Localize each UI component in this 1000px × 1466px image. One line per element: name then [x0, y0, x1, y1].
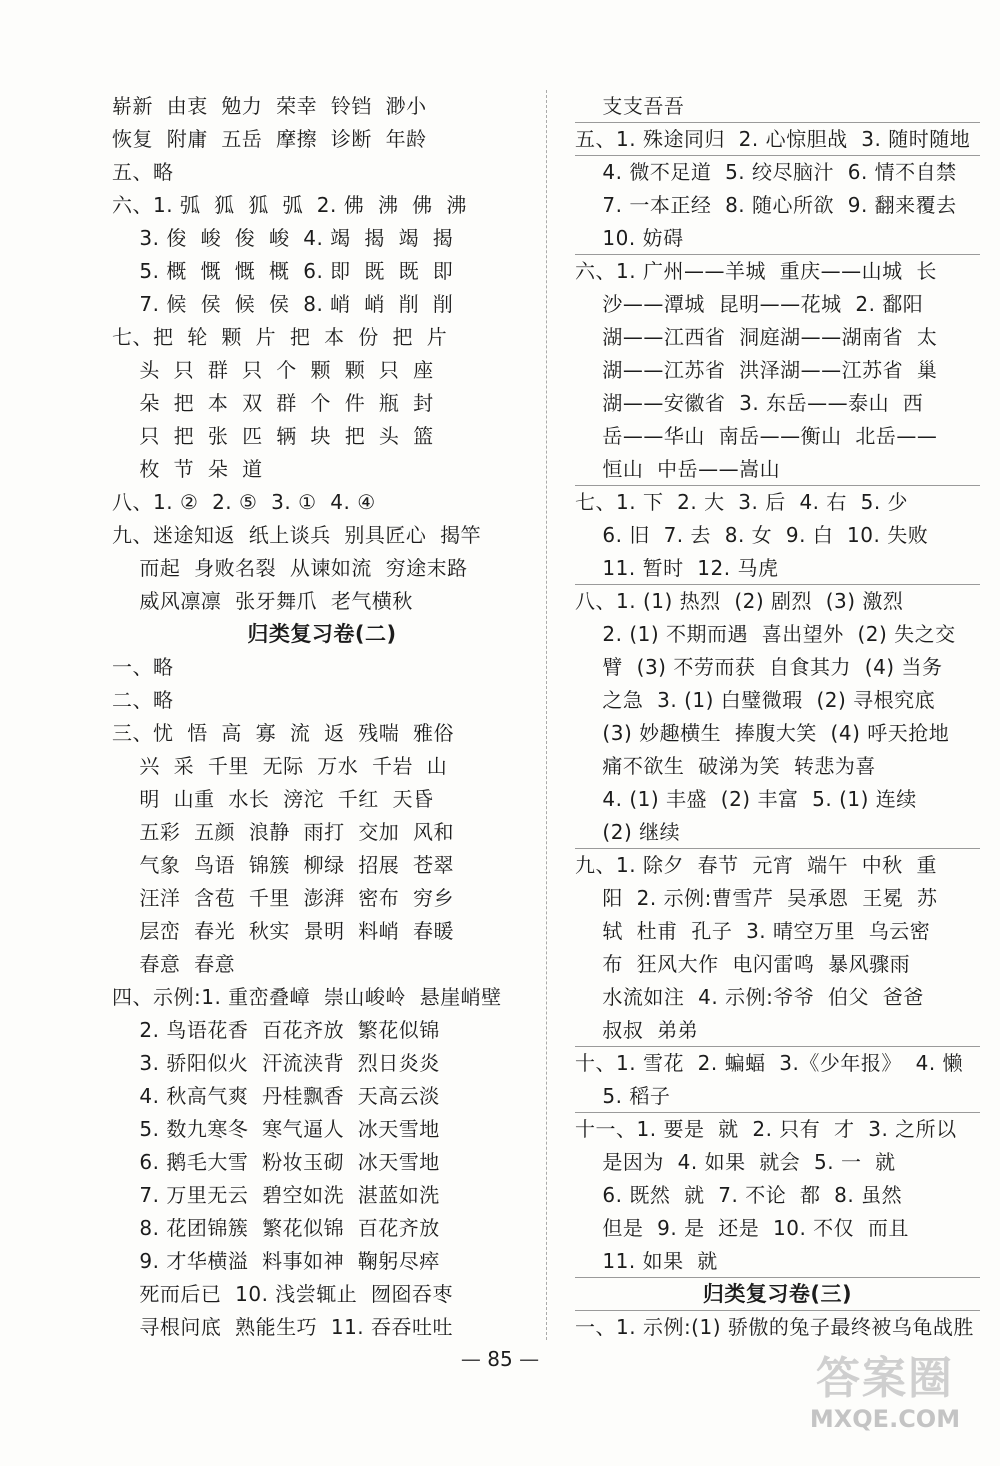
answer-line: 之急 3. (1) 白璧微瑕 (2) 寻根究底: [575, 688, 936, 712]
answer-line: 八、1. (1) 热烈 (2) 剧烈 (3) 激烈: [575, 589, 904, 613]
answer-line: 五、1. 殊途同归 2. 心惊胆战 3. 随时随地: [575, 123, 980, 156]
answer-line: 岳——华山 南岳——衡山 北岳——: [575, 424, 938, 448]
answer-line: 十一、1. 要是 就 2. 只有 才 3. 之所以: [575, 1117, 957, 1141]
answer-line: 死而后已 10. 浅尝辄止 囫囵吞枣: [112, 1282, 454, 1306]
watermark-text: 答案圈: [816, 1353, 954, 1404]
answer-line: 一、略: [112, 655, 174, 679]
answer-line: 3. 骄阳似火 汗流浃背 烈日炎炎: [112, 1051, 440, 1075]
answer-line: 兴 采 千里 无际 万水 千岩 山: [112, 754, 448, 778]
answer-line: 六、1. 弧 狐 狐 弧 2. 佛 沸 佛 沸: [112, 193, 467, 217]
answer-line: 湖——江西省 洞庭湖——湖南省 太: [575, 325, 938, 349]
answer-line: 9. 才华横溢 料事如神 鞠躬尽瘁: [112, 1249, 440, 1273]
answer-line: 一、1. 示例:(1) 骄傲的兔子最终被乌龟战胜: [575, 1315, 974, 1339]
answer-line: 6. 既然 就 7. 不论 都 8. 虽然: [575, 1183, 903, 1207]
answer-line: 布 狂风大作 电闪雷鸣 暴风骤雨: [575, 952, 911, 976]
answer-line: 朵 把 本 双 群 个 件 瓶 封: [112, 391, 434, 415]
answer-line: 八、1. ② 2. ⑤ 3. ① 4. ④: [112, 490, 376, 514]
answer-line: 6. 旧 7. 去 8. 女 9. 白 10. 失败: [575, 523, 929, 547]
answer-line: 恒山 中岳——嵩山: [575, 453, 980, 486]
answer-line: 5. 概 慨 慨 概 6. 即 既 既 即: [112, 259, 454, 283]
left-column: [112, 90, 532, 1344]
answer-line: 湖——江苏省 洪泽湖——江苏省 巢: [575, 358, 938, 382]
answer-line: 支支吾吾: [575, 90, 980, 123]
watermark-url: MXQE.COM: [809, 1405, 961, 1433]
answer-line: 五彩 五颜 浪静 雨打 交加 风和: [112, 820, 455, 844]
answer-line: 4. 秋高气爽 丹桂飘香 天高云淡: [112, 1084, 440, 1108]
answer-line: 只 把 张 匹 辆 块 把 头 篮: [112, 424, 434, 448]
answer-line: 10. 妨碍: [575, 222, 980, 255]
answer-line: 湖——安徽省 3. 东岳——泰山 西: [575, 391, 924, 415]
answer-line: 七、1. 下 2. 大 3. 后 4. 右 5. 少: [575, 490, 909, 514]
answer-line: (2) 继续: [575, 816, 980, 849]
answer-line: 4. 微不足道 5. 绞尽脑汁 6. 情不自禁: [575, 160, 957, 184]
right-column: [575, 90, 980, 1344]
answer-line: 威风凛凛 张牙舞爪 老气横秋: [112, 589, 413, 613]
footer-dash-right: —: [519, 1347, 540, 1371]
answer-line: 水流如注 4. 示例:爷爷 伯父 爸爸: [575, 985, 924, 1009]
answer-line: 5. 数九寒冬 寒气逼人 冰天雪地: [112, 1117, 440, 1141]
answer-line: 寻根问底 熟能生巧 11. 吞吞吐吐: [112, 1315, 454, 1339]
answer-line: 汪洋 含苞 千里 澎湃 密布 穷乡: [112, 886, 455, 910]
answer-line: 臂 (3) 不劳而获 自食其力 (4) 当务: [575, 655, 943, 679]
answer-line: 6. 鹅毛大雪 粉妆玉砌 冰天雪地: [112, 1150, 440, 1174]
answer-line: 七、把 轮 颗 片 把 本 份 把 片: [112, 325, 448, 349]
answer-line: 2. (1) 不期而遇 喜出望外 (2) 失之交: [575, 622, 956, 646]
answer-line: 九、1. 除夕 春节 元宵 端午 中秋 重: [575, 853, 938, 877]
answer-line: 四、示例:1. 重峦叠嶂 崇山峻岭 悬崖峭壁: [112, 985, 502, 1009]
answer-line: 2. 鸟语花香 百花齐放 繁花似锦: [112, 1018, 440, 1042]
answer-line: 3. 俊 峻 俊 峻 4. 竭 揭 竭 揭: [112, 226, 454, 250]
answer-line: 春意 春意: [112, 952, 236, 976]
answer-line: 痛不欲生 破涕为笑 转悲为喜: [575, 754, 876, 778]
answer-line: 11. 暂时 12. 马虎: [575, 552, 980, 585]
answer-line: 三、忧 悟 高 寡 流 返 残喘 雅俗: [112, 721, 455, 745]
answer-line: 7. 候 侯 候 侯 8. 峭 峭 削 削: [112, 292, 454, 316]
page-number: 85: [487, 1347, 513, 1371]
answer-line: 明 山重 水长 滂沱 千红 天昏: [112, 787, 434, 811]
answer-line: 崭新 由衷 勉力 荣幸 铃铛 渺小: [112, 94, 427, 118]
section-title: 归类复习卷(三): [575, 1278, 980, 1311]
answer-line: 是因为 4. 如果 就会 5. 一 就: [575, 1150, 896, 1174]
answer-line: 但是 9. 是 还是 10. 不仅 而且: [575, 1216, 909, 1240]
answer-line: 阳 2. 示例:曹雪芹 吴承恩 王冕 苏: [575, 886, 938, 910]
answer-line: 层峦 春光 秋实 景明 料峭 春暖: [112, 919, 455, 943]
answer-line: 气象 鸟语 锦簇 柳绿 招展 苍翠: [112, 853, 455, 877]
answer-line: 枚 节 朵 道: [112, 457, 263, 481]
answer-line: 九、迷途知返 纸上谈兵 别具匠心 揭竿: [112, 523, 482, 547]
column-divider: [546, 90, 547, 1340]
answer-line: 叔叔 弟弟: [575, 1014, 980, 1047]
answer-line: 11. 如果 就: [575, 1245, 980, 1278]
answer-line: 六、1. 广州——羊城 重庆——山城 长: [575, 259, 937, 283]
answer-line: 沙——潭城 昆明——花城 2. 鄱阳: [575, 292, 924, 316]
answer-line: 7. 万里无云 碧空如洗 湛蓝如洗: [112, 1183, 440, 1207]
answer-line: 8. 花团锦簇 繁花似锦 百花齐放: [112, 1216, 440, 1240]
watermark-logo: [800, 1354, 970, 1444]
answer-line: 头 只 群 只 个 颗 颗 只 座: [112, 358, 434, 382]
answer-line: 二、略: [112, 688, 174, 712]
answer-line: 5. 稻子: [575, 1080, 980, 1113]
answer-line: 4. (1) 丰盛 (2) 丰富 5. (1) 连续: [575, 787, 917, 811]
answer-line: 十、1. 雪花 2. 蝙蝠 3.《少年报》 4. 懒: [575, 1051, 964, 1075]
section-title: 归类复习卷(二): [247, 622, 397, 646]
answer-line: 而起 身败名裂 从谏如流 穷途末路: [112, 556, 468, 580]
answer-line: (3) 妙趣横生 捧腹大笑 (4) 呼天抢地: [575, 721, 950, 745]
answer-line: 五、略: [112, 160, 174, 184]
answer-line: 7. 一本正经 8. 随心所欲 9. 翻来覆去: [575, 193, 957, 217]
answer-line: 恢复 附庸 五岳 摩擦 诊断 年龄: [112, 127, 427, 151]
footer-dash-left: —: [460, 1347, 488, 1371]
answer-line: 轼 杜甫 孔子 3. 晴空万里 乌云密: [575, 919, 931, 943]
